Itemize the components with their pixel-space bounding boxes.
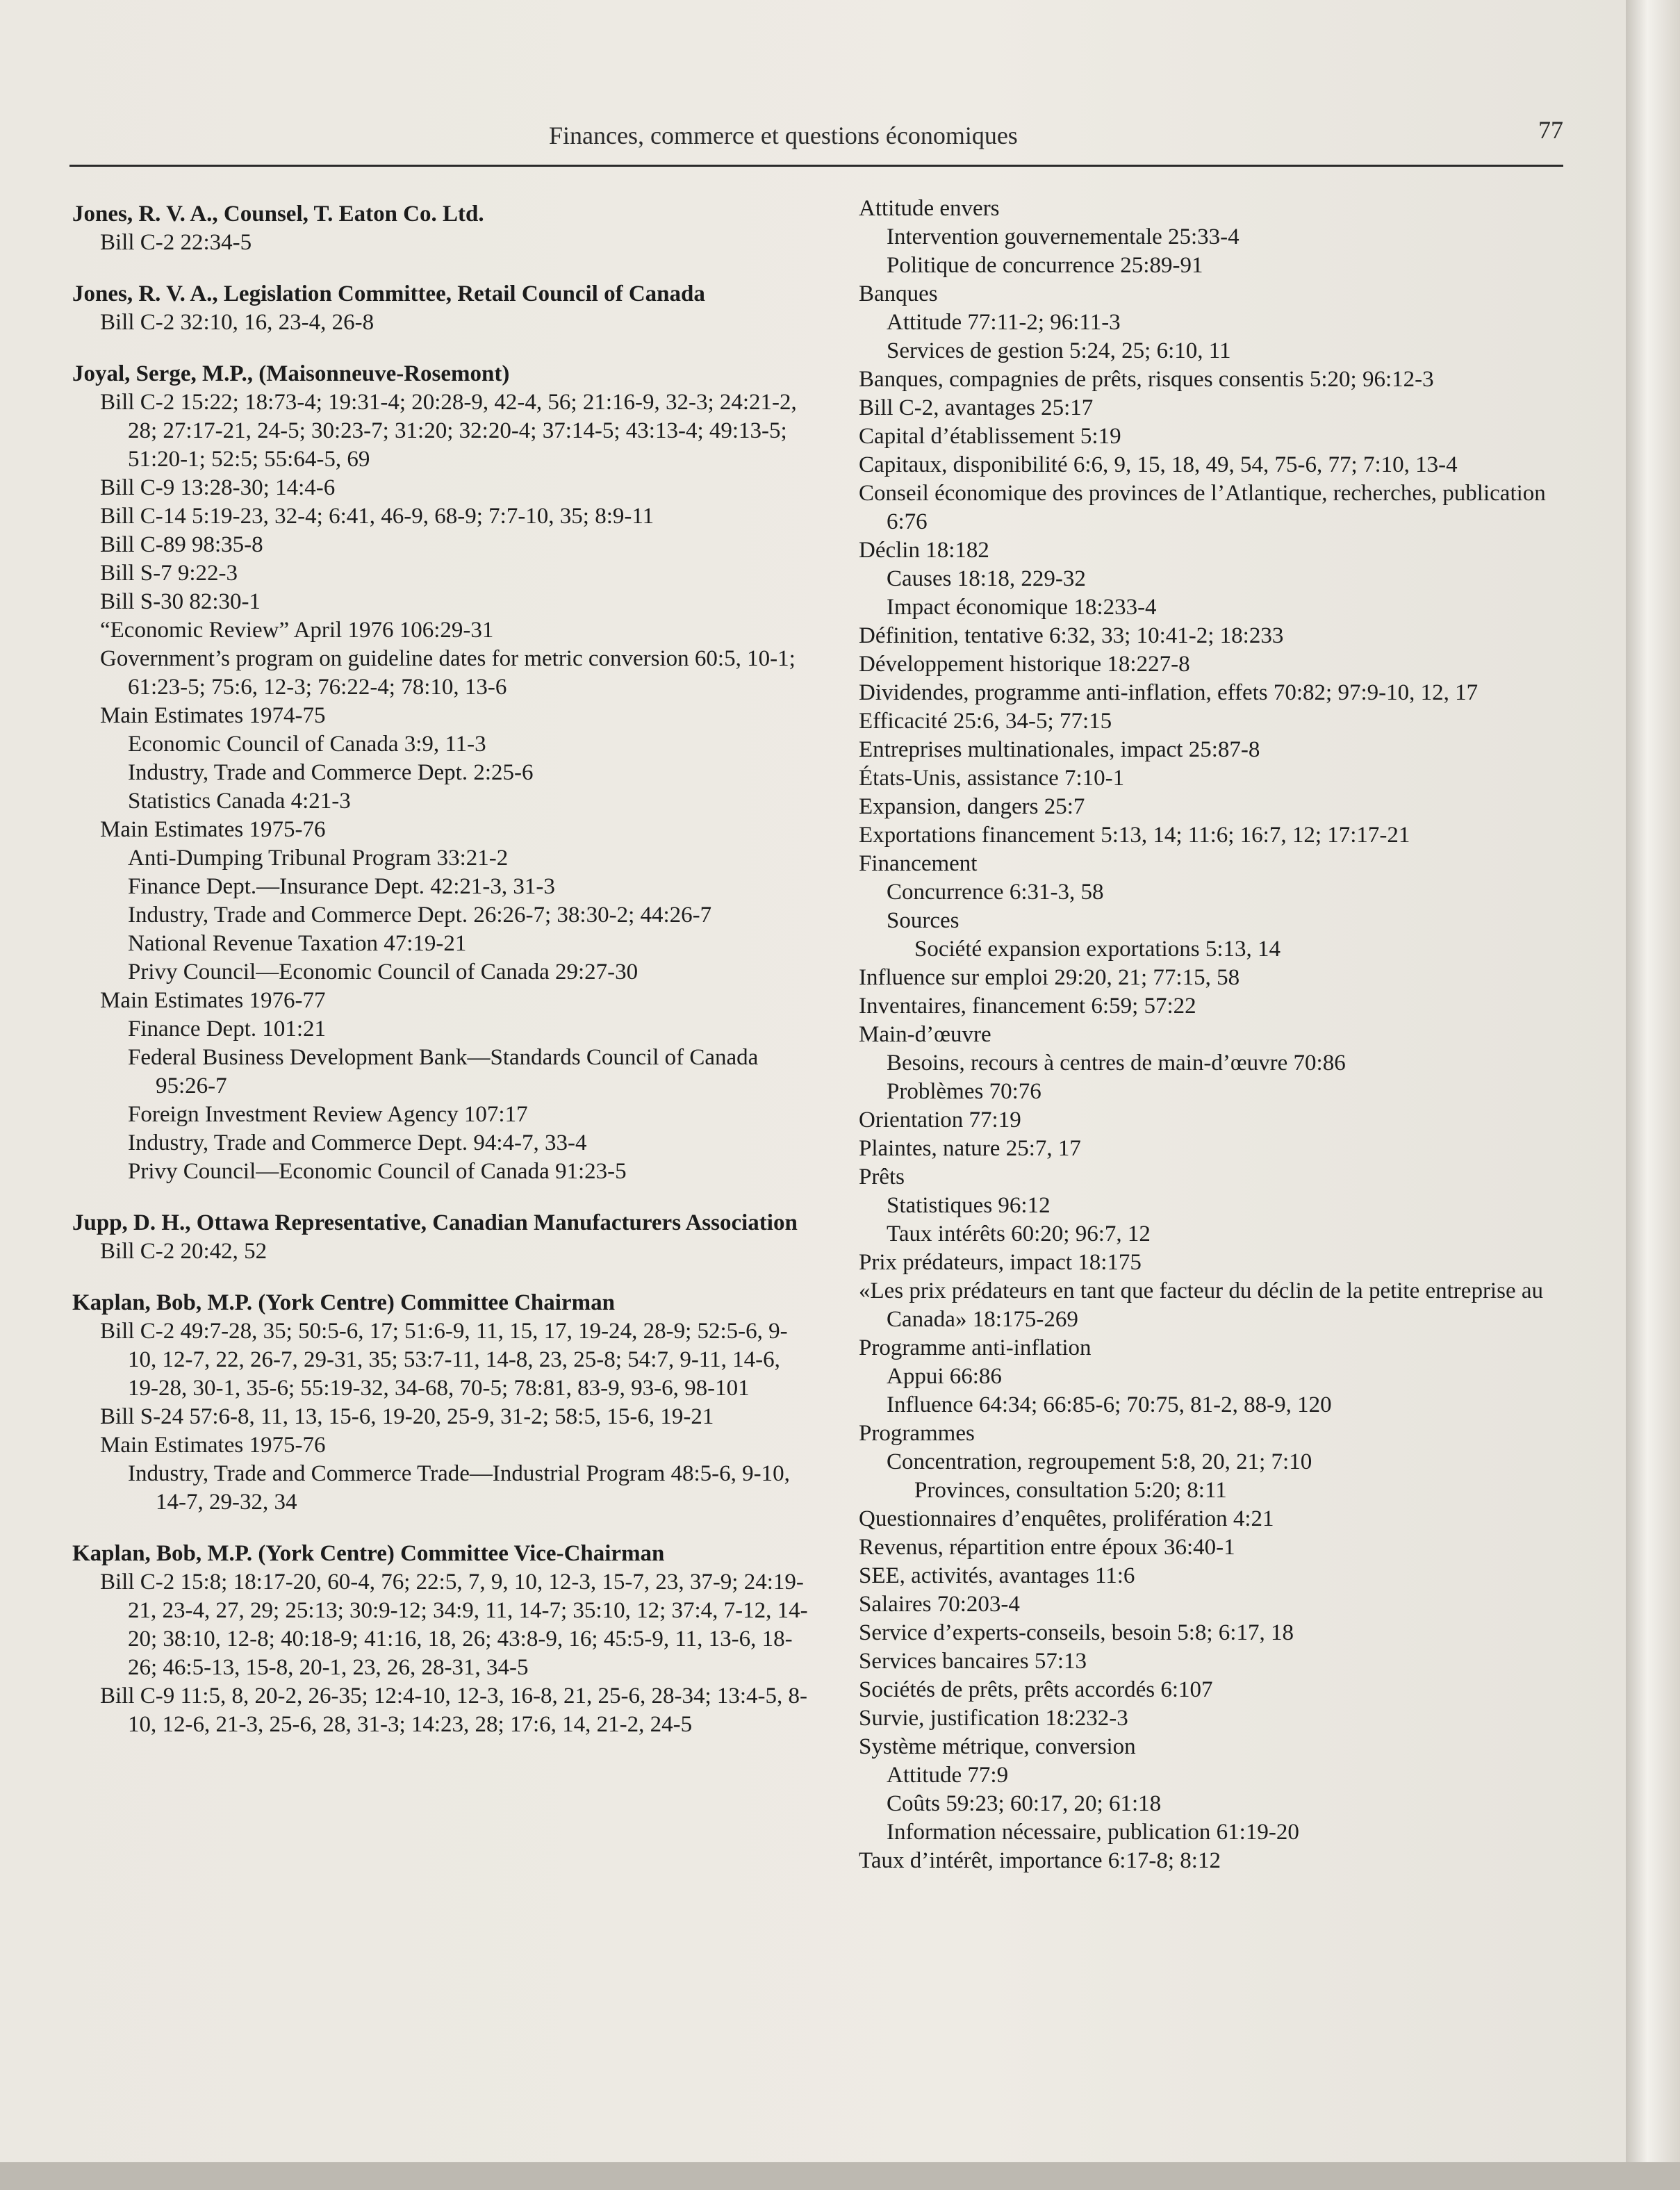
index-subentry: Inventaires, financement 6:59; 57:22 <box>859 994 1196 1019</box>
index-subentry: Exportations financement 5:13, 14; 11:6; 16:7, 12; 17:17-21 <box>859 823 1410 848</box>
index-subentry: Influence sur emploi 29:20, 21; 77:15, 58 <box>859 965 1240 990</box>
index-subentry: Dividendes, programme anti-inflation, effets 70:82; 97:9-10, 12, 17 <box>859 680 1479 705</box>
index-subentry: Système métrique, conversion <box>859 1734 1136 1759</box>
index-entry: Federal Business Development Bank—Standards Council of Canada 95:26-7 <box>128 1045 759 1098</box>
index-entry: Bill C-9 11:5, 8, 20-2, 26-35; 12:4-10, 12-3, 16-8, 21, 25-6, 28-34; 13:4-5, 8-10, 12-6, 21-3, 25-6, 28, 31-3; 14:23, 28; 17:6, 14, 21-2, 24-5 <box>100 1683 808 1737</box>
index-subentry: Financement <box>859 851 978 876</box>
index-subentry: Survie, justification 18:232-3 <box>859 1706 1128 1731</box>
index-subentry: Attitude 77:11-2; 96:11-3 <box>887 310 1121 335</box>
index-entry: Industry, Trade and Commerce Dept. 94:4-7, 33-4 <box>128 1130 587 1155</box>
index-entry: Main Estimates 1976-77 <box>100 988 326 1013</box>
index-subentry: Taux d’intérêt, importance 6:17-8; 8:12 <box>859 1848 1221 1873</box>
index-subentry: Services de gestion 5:24, 25; 6:10, 11 <box>887 338 1231 363</box>
index-heading: Jones, R. V. A., Counsel, T. Eaton Co. Ltd. <box>72 201 484 227</box>
index-subentry: Concentration, regroupement 5:8, 20, 21; 7:10 <box>887 1449 1312 1474</box>
left-index-column <box>72 200 809 1739</box>
index-subentry: Service d’experts-conseils, besoin 5:8; 6:17, 18 <box>859 1620 1294 1645</box>
index-entry: Bill C-2 15:8; 18:17-20, 60-4, 76; 22:5, 7, 9, 10, 12-3, 15-7, 23, 37-9; 24:19-21, 23-4, 27, 29; 25:13; 30:9-12; 34:9, 11, 14-7; 35:10, 12; 37:4, 7-12, 14-20; 38:10, 12-8; 40:18-9; 41:16, 18, 26; 43:8-9, 16; 45:5-9, 11, 13-6, 18-26; 46:5-13, 15-8, 20-1, 23, 26, 28-31, 34-5 <box>100 1570 808 1680</box>
index-entry: Statistics Canada 4:21-3 <box>128 789 351 814</box>
index-subentry: Programme anti-inflation <box>859 1335 1092 1360</box>
index-subentry: Prix prédateurs, impact 18:175 <box>859 1250 1142 1275</box>
index-subentry: Taux intérêts 60:20; 96:7, 12 <box>887 1221 1151 1246</box>
index-heading: Joyal, Serge, M.P., (Maisonneuve-Rosemont) <box>72 361 510 386</box>
index-entry: Finance Dept. 101:21 <box>128 1016 327 1042</box>
index-subentry: Influence 64:34; 66:85-6; 70:75, 81-2, 88-9, 120 <box>887 1392 1332 1417</box>
index-entry: Bill S-30 82:30-1 <box>100 589 261 614</box>
index-subentry: Concurrence 6:31-3, 58 <box>887 880 1104 905</box>
index-subentry: Causes 18:18, 229-32 <box>887 566 1086 591</box>
right-index-column <box>859 195 1574 1875</box>
index-subentry: Provinces, consultation 5:20; 8:11 <box>914 1478 1227 1503</box>
index-entry: Industry, Trade and Commerce Dept. 26:26-7; 38:30-2; 44:26-7 <box>128 903 712 928</box>
page-number: 77 <box>1538 116 1563 144</box>
index-entry: Finance Dept.—Insurance Dept. 42:21-3, 31-3 <box>128 874 555 899</box>
index-entry: Main Estimates 1974-75 <box>100 703 326 728</box>
index-subentry: Bill C-2, avantages 25:17 <box>859 395 1094 420</box>
running-header <box>69 115 1563 157</box>
index-subentry: Capital d’établissement 5:19 <box>859 424 1121 449</box>
index-entry: “Economic Review” April 1976 106:29-31 <box>100 618 494 643</box>
index-subentry: Déclin 18:182 <box>859 538 989 563</box>
index-subentry: États-Unis, assistance 7:10-1 <box>859 766 1125 791</box>
index-subentry: Conseil économique des provinces de l’Atlantique, recherches, publication 6:76 <box>859 481 1546 534</box>
index-subentry: Coûts 59:23; 60:17, 20; 61:18 <box>887 1791 1162 1816</box>
index-entry: Bill C-14 5:19-23, 32-4; 6:41, 46-9, 68-9; 7:7-10, 35; 8:9-11 <box>100 504 654 529</box>
index-entry: Privy Council—Economic Council of Canada 91:23-5 <box>128 1159 627 1184</box>
index-subentry: Expansion, dangers 25:7 <box>859 794 1085 819</box>
index-subentry: Salaires 70:203-4 <box>859 1592 1020 1617</box>
index-subentry: Prêts <box>859 1164 905 1189</box>
index-entry: Bill C-9 13:28-30; 14:4-6 <box>100 475 336 500</box>
index-entry: Main Estimates 1975-76 <box>100 817 326 842</box>
index-subentry: Questionnaires d’enquêtes, prolifération 4:21 <box>859 1506 1274 1531</box>
scan-bottom-band <box>0 2162 1680 2190</box>
index-subentry: Problèmes 70:76 <box>887 1079 1041 1104</box>
index-subentry: Efficacité 25:6, 34-5; 77:15 <box>859 709 1112 734</box>
index-subentry: Capitaux, disponibilité 6:6, 9, 15, 18, 49, 54, 75-6, 77; 7:10, 13-4 <box>859 452 1458 477</box>
index-heading: Kaplan, Bob, M.P. (York Centre) Committee Vice-Chairman <box>72 1541 665 1566</box>
index-subentry: «Les prix prédateurs en tant que facteur du déclin de la petite entreprise au Canada» 18:175-269 <box>859 1278 1543 1332</box>
index-subentry: Sources <box>887 908 960 933</box>
index-entry: Industry, Trade and Commerce Dept. 2:25-6 <box>128 760 534 785</box>
index-subentry: Services bancaires 57:13 <box>859 1649 1087 1674</box>
index-subentry: Banques, compagnies de prêts, risques consentis 5:20; 96:12-3 <box>859 367 1434 392</box>
header-title: Finances, commerce et questions économiques <box>549 122 1018 149</box>
index-subentry: SEE, activités, avantages 11:6 <box>859 1563 1135 1588</box>
index-entry: Main Estimates 1975-76 <box>100 1433 326 1458</box>
index-entry: National Revenue Taxation 47:19-21 <box>128 931 467 956</box>
index-subentry: Attitude 77:9 <box>887 1763 1009 1788</box>
index-subentry: Société expansion exportations 5:13, 14 <box>914 937 1280 962</box>
index-subentry: Politique de concurrence 25:89-91 <box>887 253 1203 278</box>
index-entry: Bill C-2 32:10, 16, 23-4, 26-8 <box>100 310 374 335</box>
index-heading: Jupp, D. H., Ottawa Representative, Canadian Manufacturers Association <box>72 1210 798 1235</box>
index-heading: Kaplan, Bob, M.P. (York Centre) Committee Chairman <box>72 1290 615 1315</box>
index-subentry: Impact économique 18:233-4 <box>887 595 1157 620</box>
index-entry: Privy Council—Economic Council of Canada 29:27-30 <box>128 960 639 985</box>
index-entry: Bill C-2 20:42, 52 <box>100 1239 267 1264</box>
index-subentry: Main-d’œuvre <box>859 1022 991 1047</box>
index-subentry: Revenus, répartition entre époux 36:40-1 <box>859 1535 1235 1560</box>
index-subentry: Appui 66:86 <box>887 1364 1002 1389</box>
index-subentry: Information nécessaire, publication 61:19-20 <box>887 1820 1299 1845</box>
index-entry: Bill S-7 9:22-3 <box>100 561 238 586</box>
index-subentry: Attitude envers <box>859 196 1000 221</box>
index-entry: Industry, Trade and Commerce Trade—Industrial Program 48:5-6, 9-10, 14-7, 29-32, 34 <box>128 1461 790 1515</box>
index-subentry: Besoins, recours à centres de main-d’œuvre 70:86 <box>887 1051 1346 1076</box>
index-subentry: Statistiques 96:12 <box>887 1193 1051 1218</box>
index-subentry: Plaintes, nature 25:7, 17 <box>859 1136 1081 1161</box>
index-heading: Jones, R. V. A., Legislation Committee, Retail Council of Canada <box>72 281 705 306</box>
index-entry: Bill C-2 15:22; 18:73-4; 19:31-4; 20:28-9, 42-4, 56; 21:16-9, 32-3; 24:21-2, 28; 27:17-21, 24-5; 30:23-7; 31:20; 32:20-4; 37:14-5; 43:13-4; 49:13-5; 51:20-1; 52:5; 55:64-5, 69 <box>100 390 797 472</box>
index-subentry: Entreprises multinationales, impact 25:87-8 <box>859 737 1260 762</box>
index-subentry: Développement historique 18:227-8 <box>859 652 1190 677</box>
index-entry: Bill C-2 49:7-28, 35; 50:5-6, 17; 51:6-9, 11, 15, 17, 19-24, 28-9; 52:5-6, 9-10, 12-7, 22, 26-7, 29-31, 35; 53:7-11, 14-8, 23, 25-8; 54:7, 9-11, 14-6, 19-28, 30-1, 35-6; 55:19-32, 34-68, 70-5; 78:81, 83-9, 93-6, 98-101 <box>100 1319 788 1401</box>
page-edge <box>1626 0 1680 2190</box>
index-entry: Bill S-24 57:6-8, 11, 13, 15-6, 19-20, 25-9, 31-2; 58:5, 15-6, 19-21 <box>100 1404 714 1429</box>
index-entry: Government’s program on guideline dates for metric conversion 60:5, 10-1; 61:23-5; 75:6, 12-3; 76:22-4; 78:10, 13-6 <box>100 646 796 700</box>
index-entry: Bill C-89 98:35-8 <box>100 532 263 557</box>
index-subentry: Définition, tentative 6:32, 33; 10:41-2; 18:233 <box>859 623 1284 648</box>
header-rule <box>69 165 1563 167</box>
index-entry: Bill C-2 22:34-5 <box>100 230 252 255</box>
index-subentry: Banques <box>859 281 938 306</box>
index-subentry: Orientation 77:19 <box>859 1108 1021 1133</box>
index-entry: Foreign Investment Review Agency 107:17 <box>128 1102 528 1127</box>
index-entry: Anti-Dumping Tribunal Program 33:21-2 <box>128 846 509 871</box>
index-subentry: Programmes <box>859 1421 975 1446</box>
index-entry: Economic Council of Canada 3:9, 11-3 <box>128 732 486 757</box>
index-subentry: Sociétés de prêts, prêts accordés 6:107 <box>859 1677 1213 1702</box>
index-subentry: Intervention gouvernementale 25:33-4 <box>887 224 1240 249</box>
